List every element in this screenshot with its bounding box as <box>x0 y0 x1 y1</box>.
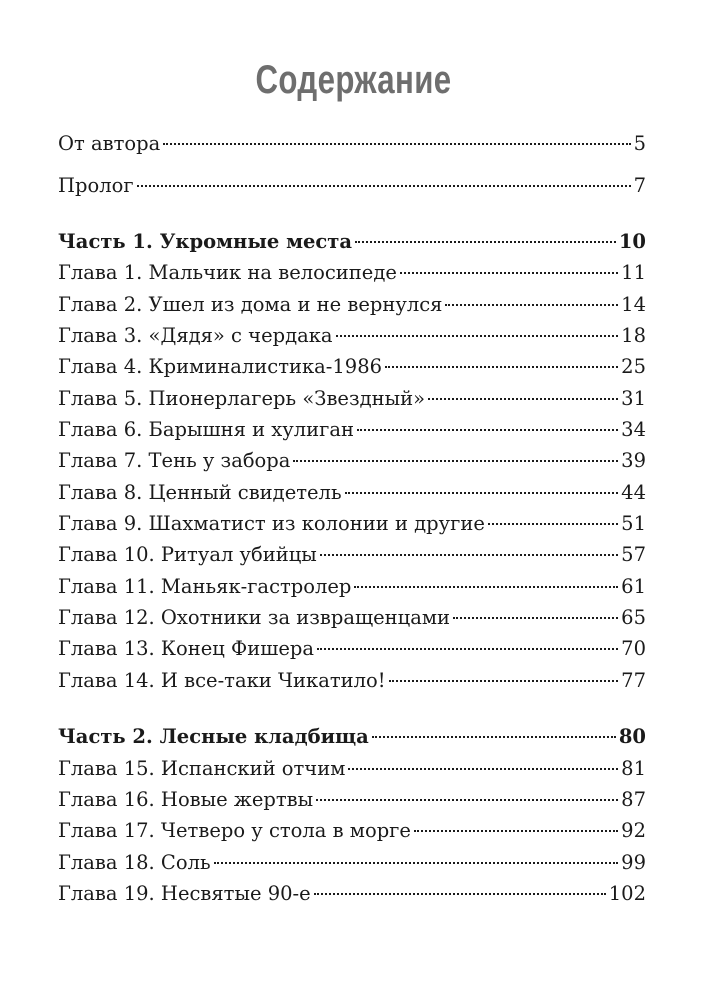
toc-entry-title: От автора <box>58 132 161 155</box>
toc-entry-page: 14 <box>621 293 646 316</box>
toc-entry[interactable] <box>58 509 646 539</box>
toc-entry-page: 39 <box>621 449 646 472</box>
toc-entry[interactable] <box>58 478 646 508</box>
toc-entry-title: Глава 4. Криминалистика-1986 <box>58 355 383 378</box>
toc-entry-title: Глава 18. Соль <box>58 851 211 874</box>
toc-entry-page: 10 <box>618 230 646 253</box>
dot-leader <box>389 680 619 682</box>
toc-entry-title: Глава 2. Ушел из дома и не вернулся <box>58 293 443 316</box>
toc-entry-page: 44 <box>621 481 646 504</box>
toc-entry-page: 31 <box>621 387 646 410</box>
toc-entry-title: Глава 7. Тень у забора <box>58 449 291 472</box>
dot-leader <box>293 460 618 462</box>
toc-entry-title: Глава 3. «Дядя» с чердака <box>58 324 333 347</box>
toc-entry[interactable] <box>58 129 646 159</box>
toc-entry-page: 102 <box>608 882 646 905</box>
dot-leader <box>372 736 616 738</box>
toc-entry-page: 5 <box>633 132 646 155</box>
toc-part-entry[interactable] <box>58 227 646 257</box>
dot-leader <box>445 304 618 306</box>
toc-entry[interactable] <box>58 848 646 878</box>
dot-leader <box>214 862 619 864</box>
dot-leader <box>314 893 606 895</box>
toc-entry-page: 61 <box>621 575 646 598</box>
toc-entry-title: Глава 17. Четверо у стола в морге <box>58 819 411 842</box>
toc-entry-title: Часть 1. Укромные места <box>58 230 353 253</box>
toc-entry-title: Глава 1. Мальчик на велосипеде <box>58 261 397 284</box>
dot-leader <box>385 366 618 368</box>
toc-entry-title: Глава 10. Ритуал убийцы <box>58 543 317 566</box>
toc-entry-title: Глава 5. Пионерлагерь «Звездный» <box>58 387 426 410</box>
dot-leader <box>163 143 630 145</box>
dot-leader <box>355 241 616 243</box>
toc-entry-page: 25 <box>621 355 646 378</box>
toc-entry-page: 87 <box>621 788 646 811</box>
dot-leader <box>357 429 618 431</box>
toc-entry-page: 70 <box>621 637 646 660</box>
toc-entry[interactable] <box>58 290 646 320</box>
toc-entry-title: Глава 8. Ценный свидетель <box>58 481 342 504</box>
toc-entry-title: Пролог <box>58 174 134 197</box>
dot-leader <box>316 799 618 801</box>
dot-leader <box>488 523 618 525</box>
toc-entry[interactable] <box>58 415 646 445</box>
toc-entry[interactable] <box>58 171 646 201</box>
dot-leader <box>354 586 618 588</box>
toc-entry[interactable] <box>58 603 646 633</box>
toc-entry-title: Глава 16. Новые жертвы <box>58 788 314 811</box>
toc-entry-page: 51 <box>621 512 646 535</box>
toc-entry[interactable] <box>58 352 646 382</box>
toc-entry-title: Глава 14. И все-таки Чикатило! <box>58 669 386 692</box>
toc-entry-page: 18 <box>621 324 646 347</box>
toc-entry-page: 65 <box>621 606 646 629</box>
toc-entry[interactable] <box>58 754 646 784</box>
toc-entry-page: 7 <box>633 174 646 197</box>
toc-entry[interactable] <box>58 258 646 288</box>
dot-leader <box>317 648 618 650</box>
toc-entry[interactable] <box>58 879 646 909</box>
toc-entry-page: 77 <box>621 669 646 692</box>
dot-leader <box>453 617 618 619</box>
toc-entry-page: 99 <box>621 851 646 874</box>
page-title: Содержание <box>255 58 452 102</box>
dot-leader <box>320 554 618 556</box>
toc-entry[interactable] <box>58 321 646 351</box>
toc-entry-page: 80 <box>618 725 646 748</box>
toc-entry-title: Часть 2. Лесные кладбища <box>58 725 369 748</box>
toc-entry-page: 57 <box>621 543 646 566</box>
dot-leader <box>414 830 618 832</box>
toc-entry-title: Глава 11. Маньяк-гастролер <box>58 575 352 598</box>
dot-leader <box>336 335 619 337</box>
toc-entry-title: Глава 13. Конец Фишера <box>58 637 315 660</box>
toc-entry-title: Глава 19. Несвятые 90-е <box>58 882 311 905</box>
dot-leader <box>137 185 631 187</box>
toc-part-entry[interactable] <box>58 722 646 752</box>
dot-leader <box>428 398 618 400</box>
toc-entry[interactable] <box>58 634 646 664</box>
toc-entry[interactable] <box>58 384 646 414</box>
toc-entry[interactable] <box>58 816 646 846</box>
toc-entry-title: Глава 15. Испанский отчим <box>58 757 346 780</box>
toc-entry-page: 81 <box>621 757 646 780</box>
toc-entry[interactable] <box>58 785 646 815</box>
dot-leader <box>348 768 618 770</box>
toc-entry-title: Глава 12. Охотники за извращенцами <box>58 606 450 629</box>
toc-entry[interactable] <box>58 666 646 696</box>
toc-entry[interactable] <box>58 540 646 570</box>
toc-entry-page: 11 <box>621 261 646 284</box>
toc-entry-page: 34 <box>621 418 646 441</box>
toc-entry[interactable] <box>58 572 646 602</box>
toc-entry-title: Глава 6. Барышня и хулиган <box>58 418 355 441</box>
dot-leader <box>400 272 618 274</box>
dot-leader <box>345 492 619 494</box>
toc-entry-title: Глава 9. Шахматист из колонии и другие <box>58 512 485 535</box>
toc-entry-page: 92 <box>621 819 646 842</box>
toc-entry[interactable] <box>58 446 646 476</box>
